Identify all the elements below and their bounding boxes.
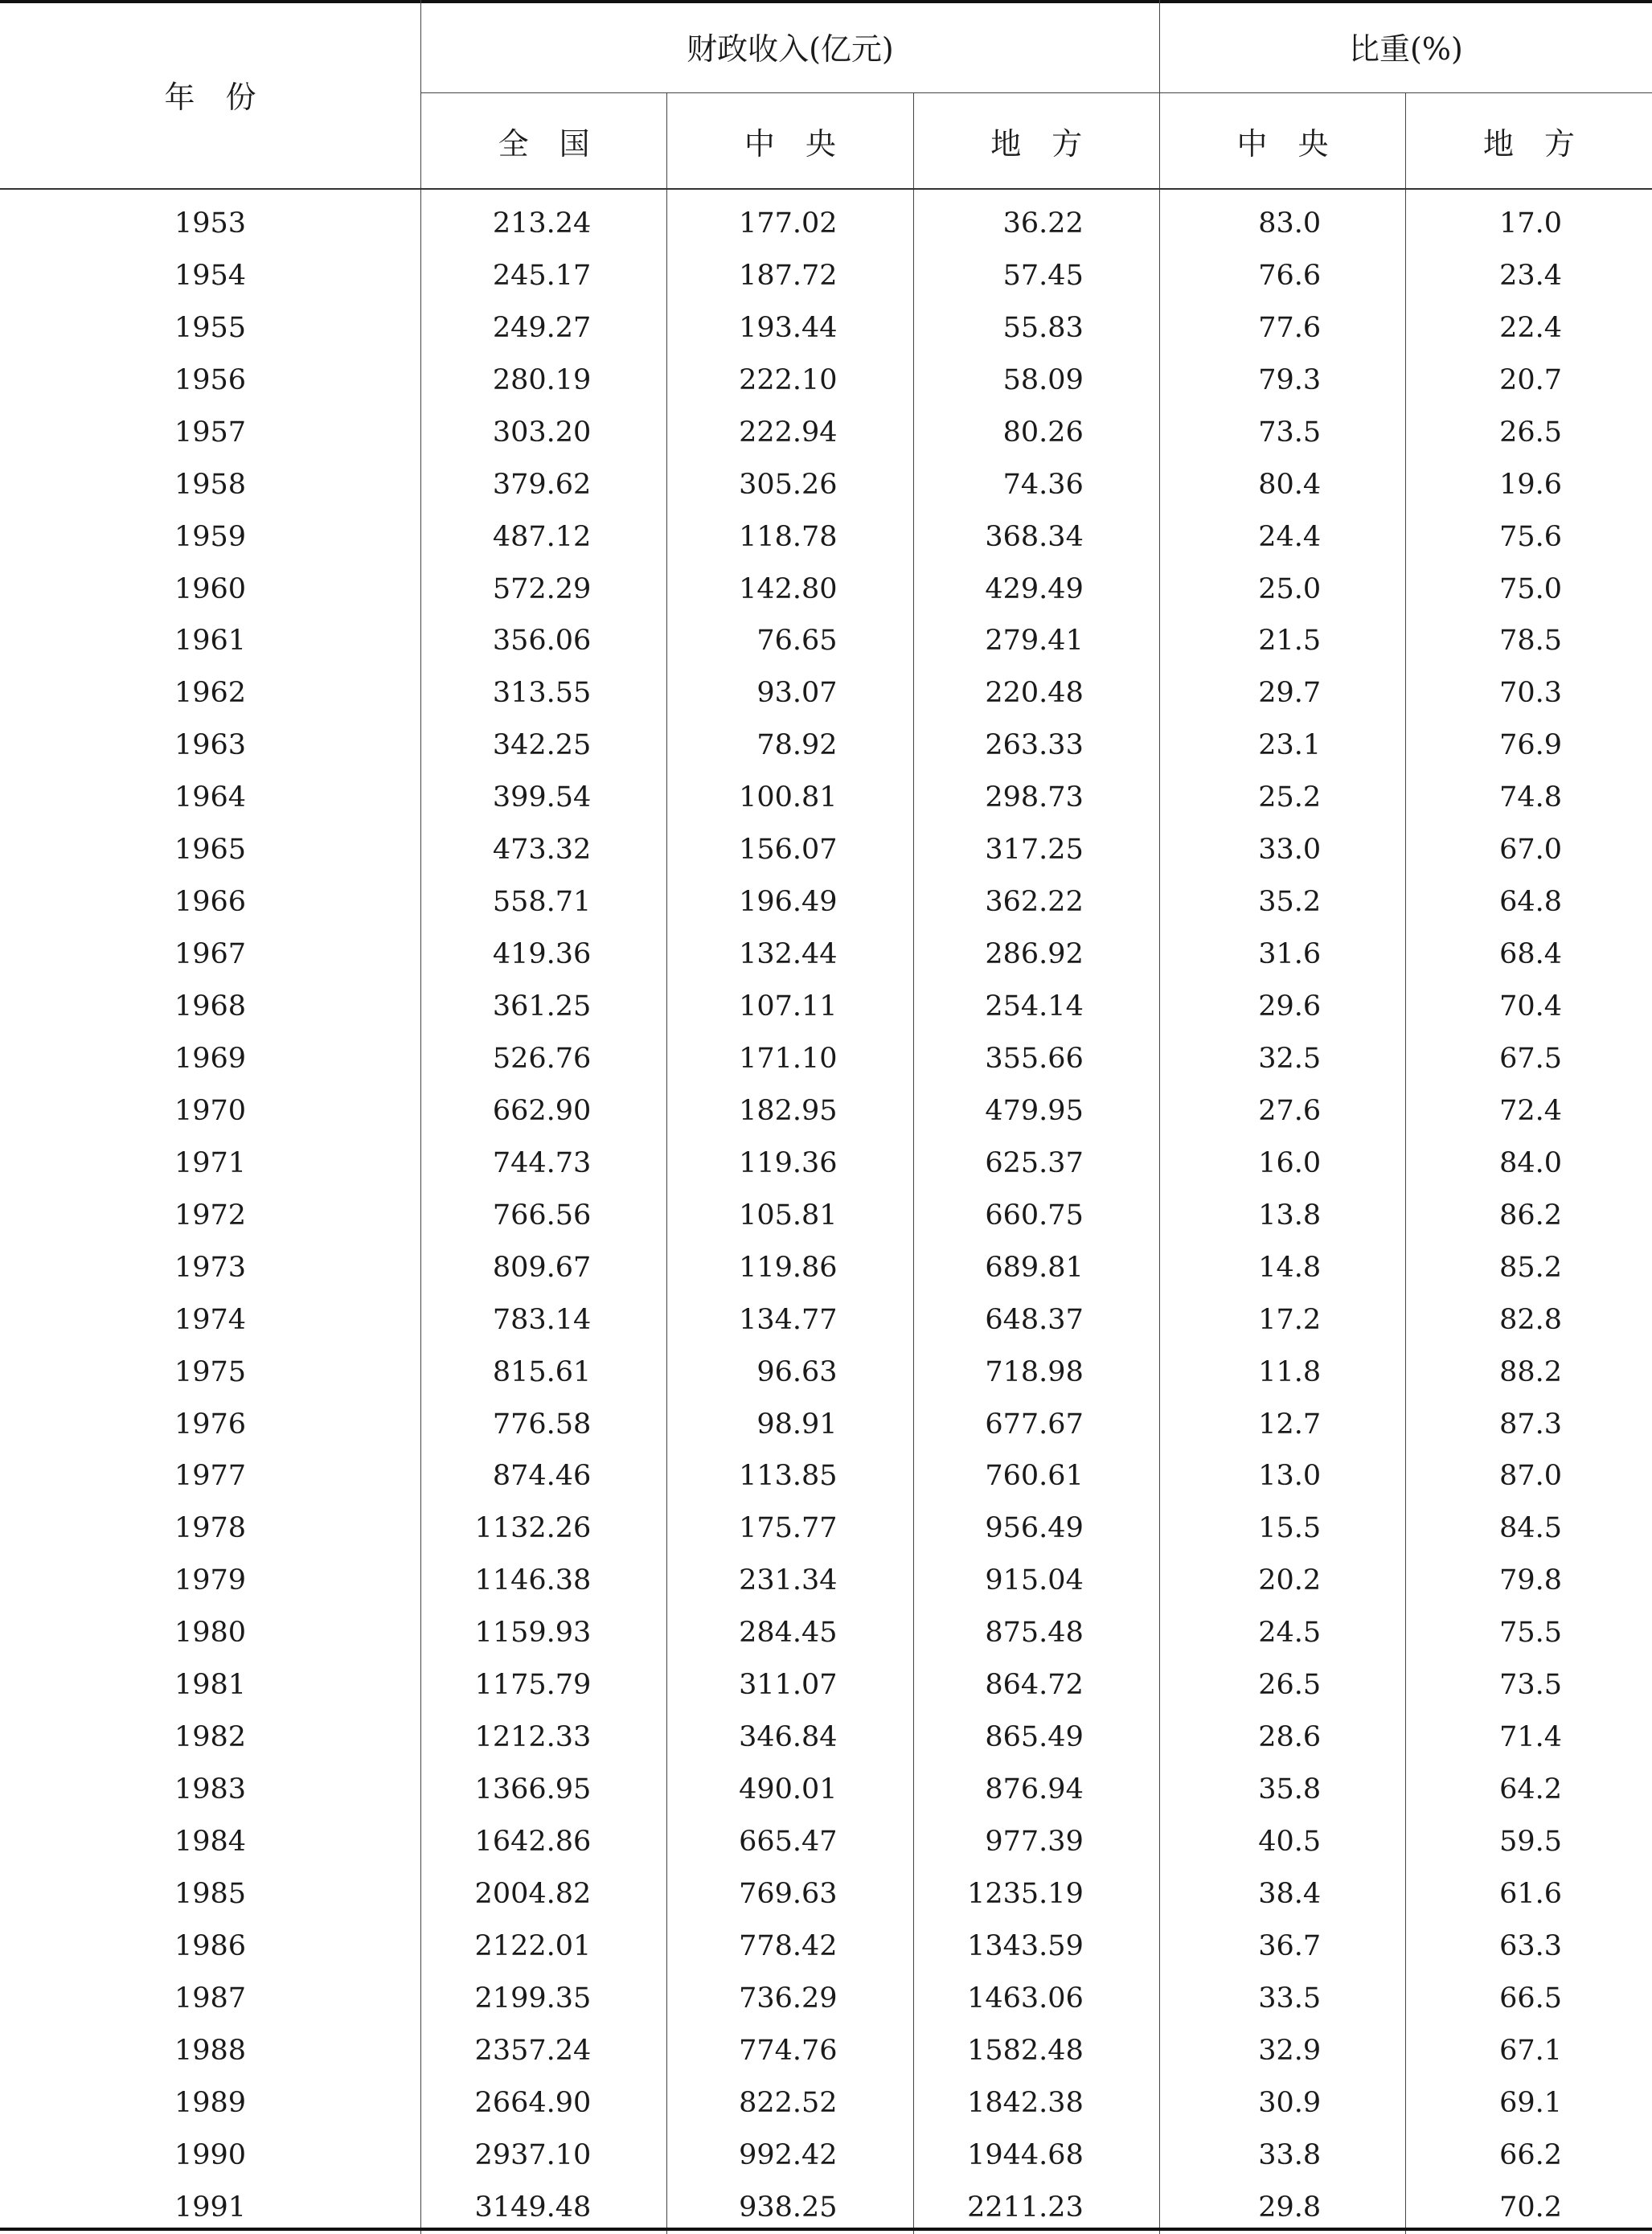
national-revenue-cell: 2664.90 [421,2077,667,2129]
central-revenue-cell: 992.42 [667,2129,913,2182]
table-row [0,1137,1652,1190]
year-cell: 1977 [174,1460,247,1493]
year-cell: 1968 [174,990,247,1023]
central-share-cell: 76.6 [1159,250,1405,302]
national-revenue-cell: 1642.86 [421,1816,667,1868]
table-row [0,876,1652,928]
central-share-cell: 35.2 [1159,876,1405,928]
central-revenue-cell: 938.25 [667,2182,913,2234]
central-share-cell: 24.5 [1159,1607,1405,1659]
central-share-cell: 35.8 [1159,1764,1405,1816]
central-share-cell: 32.5 [1159,1033,1405,1085]
table-row [0,1973,1652,2025]
national-revenue-cell: 249.27 [421,302,667,355]
central-revenue-cell: 822.52 [667,2077,913,2129]
local-share-cell: 20.7 [1406,355,1652,407]
local-share-cell: 64.8 [1406,876,1652,928]
table-row [0,2182,1652,2234]
national-revenue-cell: 815.61 [421,1347,667,1399]
local-share-cell: 72.4 [1406,1085,1652,1137]
central-share-cell: 29.7 [1159,667,1405,719]
central-share-cell: 13.0 [1159,1451,1405,1503]
national-revenue-cell: 2199.35 [421,1973,667,2025]
year-cell: 1967 [174,938,247,971]
national-revenue-cell: 399.54 [421,772,667,824]
table-row [0,2077,1652,2129]
year-cell: 1991 [174,2191,247,2224]
central-revenue-cell: 284.45 [667,1607,913,1659]
central-revenue-cell: 98.91 [667,1399,913,1451]
local-share-cell: 73.5 [1406,1659,1652,1711]
central-revenue-cell: 177.02 [667,189,913,250]
table-row [0,1347,1652,1399]
local-share-cell: 67.0 [1406,824,1652,876]
central-share-cell: 31.6 [1159,928,1405,981]
year-cell: 1963 [174,729,247,762]
table-row [0,772,1652,824]
local-revenue-cell: 689.81 [913,1242,1159,1294]
local-share-cell: 23.4 [1406,250,1652,302]
national-revenue-cell: 487.12 [421,511,667,564]
table-row [0,1451,1652,1503]
table-row [0,824,1652,876]
central-share-cell: 27.6 [1159,1085,1405,1137]
local-revenue-cell: 57.45 [913,250,1159,302]
local-revenue-cell: 677.67 [913,1399,1159,1451]
year-cell: 1976 [174,1408,247,1441]
central-revenue-cell: 171.10 [667,1033,913,1085]
local-revenue-cell: 362.22 [913,876,1159,928]
local-revenue-cell: 36.22 [913,189,1159,250]
local-share-cell: 59.5 [1406,1816,1652,1868]
central-revenue-cell: 346.84 [667,1711,913,1764]
table-body [0,189,1652,2234]
year-cell: 1981 [174,1669,247,1702]
local-revenue-cell: 1235.19 [913,1868,1159,1920]
year-cell: 1962 [174,677,247,710]
table-row [0,1607,1652,1659]
local-share-cell: 88.2 [1406,1347,1652,1399]
local-share-column-header: 地 方 [1406,93,1652,190]
table-row [0,1399,1652,1451]
local-share-cell: 66.5 [1406,1973,1652,2025]
central-share-cell: 32.9 [1159,2025,1405,2077]
national-revenue-cell: 1132.26 [421,1502,667,1555]
central-revenue-cell: 187.72 [667,250,913,302]
local-revenue-cell: 286.92 [913,928,1159,981]
table-row [0,981,1652,1033]
central-revenue-cell: 156.07 [667,824,913,876]
year-cell: 1961 [174,625,247,658]
local-revenue-cell: 74.36 [913,459,1159,511]
national-revenue-cell: 313.55 [421,667,667,719]
central-share-column-header: 中 央 [1159,93,1405,190]
central-revenue-cell: 231.34 [667,1555,913,1607]
national-revenue-cell: 526.76 [421,1033,667,1085]
central-revenue-cell: 665.47 [667,1816,913,1868]
year-cell: 1955 [174,311,247,344]
local-revenue-cell: 2211.23 [913,2182,1159,2234]
national-revenue-cell: 3149.48 [421,2182,667,2234]
central-revenue-cell: 778.42 [667,1920,913,1973]
local-share-cell: 74.8 [1406,772,1652,824]
central-share-cell: 30.9 [1159,2077,1405,2129]
share-group-header: 比重(%) [1159,0,1652,93]
local-share-cell: 68.4 [1406,928,1652,981]
table-row [0,1502,1652,1555]
national-revenue-cell: 1146.38 [421,1555,667,1607]
local-share-cell: 79.8 [1406,1555,1652,1607]
local-revenue-cell: 625.37 [913,1137,1159,1190]
table-header [0,0,1652,189]
local-share-cell: 70.2 [1406,2182,1652,2234]
table-row [0,1920,1652,1973]
local-share-cell: 67.5 [1406,1033,1652,1085]
local-column-header: 地 方 [913,93,1159,190]
central-revenue-cell: 113.85 [667,1451,913,1503]
central-revenue-cell: 196.49 [667,876,913,928]
table-row [0,1033,1652,1085]
table-row [0,1242,1652,1294]
national-revenue-cell: 1366.95 [421,1764,667,1816]
national-revenue-cell: 303.20 [421,407,667,459]
table-row [0,2025,1652,2077]
year-cell: 1973 [174,1251,247,1284]
year-cell: 1989 [174,2086,247,2119]
central-share-cell: 11.8 [1159,1347,1405,1399]
local-revenue-cell: 875.48 [913,1607,1159,1659]
local-share-cell: 76.9 [1406,719,1652,772]
local-share-cell: 69.1 [1406,2077,1652,2129]
national-revenue-cell: 473.32 [421,824,667,876]
central-revenue-cell: 305.26 [667,459,913,511]
national-revenue-cell: 342.25 [421,719,667,772]
central-share-cell: 25.0 [1159,564,1405,616]
central-revenue-cell: 100.81 [667,772,913,824]
year-cell: 1956 [174,363,247,396]
central-revenue-cell: 769.63 [667,1868,913,1920]
national-revenue-cell: 419.36 [421,928,667,981]
central-revenue-cell: 105.81 [667,1190,913,1242]
national-revenue-cell: 1212.33 [421,1711,667,1764]
local-revenue-cell: 760.61 [913,1451,1159,1503]
local-revenue-cell: 263.33 [913,719,1159,772]
local-share-cell: 70.3 [1406,667,1652,719]
local-revenue-cell: 977.39 [913,1816,1159,1868]
local-share-cell: 82.8 [1406,1294,1652,1347]
national-revenue-cell: 1175.79 [421,1659,667,1711]
local-share-cell: 70.4 [1406,981,1652,1033]
table-row [0,1764,1652,1816]
central-revenue-cell: 222.94 [667,407,913,459]
local-revenue-cell: 876.94 [913,1764,1159,1816]
central-revenue-cell: 736.29 [667,1973,913,2025]
year-cell: 1984 [174,1826,247,1859]
table-row [0,1555,1652,1607]
table-row [0,459,1652,511]
national-revenue-cell: 361.25 [421,981,667,1033]
local-share-cell: 85.2 [1406,1242,1652,1294]
year-cell: 1971 [174,1146,247,1179]
year-cell: 1987 [174,1982,247,2015]
central-share-cell: 29.8 [1159,2182,1405,2234]
year-cell: 1959 [174,520,247,553]
local-share-cell: 19.6 [1406,459,1652,511]
national-revenue-cell: 356.06 [421,616,667,668]
table-row [0,355,1652,407]
central-share-cell: 33.5 [1159,1973,1405,2025]
central-revenue-cell: 119.86 [667,1242,913,1294]
local-share-cell: 84.5 [1406,1502,1652,1555]
national-revenue-cell: 213.24 [421,189,667,250]
central-share-cell: 33.8 [1159,2129,1405,2182]
local-share-cell: 75.0 [1406,564,1652,616]
local-share-cell: 64.2 [1406,1764,1652,1816]
year-cell: 1966 [174,886,247,919]
national-revenue-cell: 2122.01 [421,1920,667,1973]
local-revenue-cell: 479.95 [913,1085,1159,1137]
year-cell: 1957 [174,416,247,449]
table-row [0,928,1652,981]
local-share-cell: 84.0 [1406,1137,1652,1190]
local-revenue-cell: 80.26 [913,407,1159,459]
central-revenue-cell: 107.11 [667,981,913,1033]
local-revenue-cell: 1582.48 [913,2025,1159,2077]
local-revenue-cell: 660.75 [913,1190,1159,1242]
local-revenue-cell: 865.49 [913,1711,1159,1764]
central-revenue-cell: 142.80 [667,564,913,616]
central-share-cell: 29.6 [1159,981,1405,1033]
year-cell: 1972 [174,1199,247,1232]
central-revenue-cell: 76.65 [667,616,913,668]
year-cell: 1974 [174,1303,247,1336]
local-revenue-cell: 1842.38 [913,2077,1159,2129]
national-revenue-cell: 809.67 [421,1242,667,1294]
central-share-cell: 24.4 [1159,511,1405,564]
table-row [0,719,1652,772]
year-cell: 1980 [174,1617,247,1650]
year-cell: 1964 [174,781,247,814]
year-cell: 1958 [174,468,247,501]
local-revenue-cell: 1463.06 [913,1973,1159,2025]
central-share-cell: 20.2 [1159,1555,1405,1607]
local-revenue-cell: 915.04 [913,1555,1159,1607]
local-share-cell: 17.0 [1406,189,1652,250]
local-revenue-cell: 864.72 [913,1659,1159,1711]
table-row [0,302,1652,355]
year-cell: 1985 [174,1877,247,1910]
central-column-header: 中 央 [667,93,913,190]
table-row [0,1294,1652,1347]
central-revenue-cell: 93.07 [667,667,913,719]
year-cell: 1986 [174,1929,247,1962]
local-revenue-cell: 254.14 [913,981,1159,1033]
central-revenue-cell: 774.76 [667,2025,913,2077]
table-row [0,2129,1652,2182]
central-share-cell: 21.5 [1159,616,1405,668]
table-row [0,250,1652,302]
central-revenue-cell: 78.92 [667,719,913,772]
local-share-cell: 87.3 [1406,1399,1652,1451]
local-share-cell: 87.0 [1406,1451,1652,1503]
local-share-cell: 67.1 [1406,2025,1652,2077]
local-revenue-cell: 429.49 [913,564,1159,616]
national-revenue-cell: 572.29 [421,564,667,616]
year-cell: 1990 [174,2138,247,2171]
central-share-cell: 33.0 [1159,824,1405,876]
central-revenue-cell: 311.07 [667,1659,913,1711]
central-share-cell: 17.2 [1159,1294,1405,1347]
local-revenue-cell: 1944.68 [913,2129,1159,2182]
national-revenue-cell: 1159.93 [421,1607,667,1659]
central-share-cell: 40.5 [1159,1816,1405,1868]
central-share-cell: 25.2 [1159,772,1405,824]
national-revenue-cell: 874.46 [421,1451,667,1503]
year-cell: 1983 [174,1773,247,1806]
central-revenue-cell: 222.10 [667,355,913,407]
year-cell: 1975 [174,1355,247,1388]
revenue-group-header: 财政收入(亿元) [421,0,1160,93]
central-share-cell: 28.6 [1159,1711,1405,1764]
local-share-cell: 66.2 [1406,2129,1652,2182]
national-revenue-cell: 245.17 [421,250,667,302]
local-revenue-cell: 298.73 [913,772,1159,824]
central-share-cell: 79.3 [1159,355,1405,407]
central-revenue-cell: 118.78 [667,511,913,564]
central-share-cell: 77.6 [1159,302,1405,355]
national-revenue-cell: 280.19 [421,355,667,407]
table-row [0,667,1652,719]
central-share-cell: 12.7 [1159,1399,1405,1451]
national-revenue-cell: 744.73 [421,1137,667,1190]
central-revenue-cell: 193.44 [667,302,913,355]
local-share-cell: 63.3 [1406,1920,1652,1973]
national-revenue-cell: 558.71 [421,876,667,928]
national-revenue-cell: 783.14 [421,1294,667,1347]
table-row [0,407,1652,459]
central-share-cell: 83.0 [1159,189,1405,250]
table-row [0,1711,1652,1764]
year-cell: 1969 [174,1042,247,1075]
year-cell: 1960 [174,572,247,605]
year-cell: 1970 [174,1094,247,1127]
national-revenue-cell: 766.56 [421,1190,667,1242]
national-revenue-cell: 2357.24 [421,2025,667,2077]
central-share-cell: 80.4 [1159,459,1405,511]
local-share-cell: 78.5 [1406,616,1652,668]
local-revenue-cell: 718.98 [913,1347,1159,1399]
table-row [0,1085,1652,1137]
central-share-cell: 23.1 [1159,719,1405,772]
local-share-cell: 75.5 [1406,1607,1652,1659]
central-share-cell: 36.7 [1159,1920,1405,1973]
local-revenue-cell: 220.48 [913,667,1159,719]
central-revenue-cell: 490.01 [667,1764,913,1816]
year-cell: 1988 [174,2034,247,2067]
local-share-cell: 61.6 [1406,1868,1652,1920]
central-share-cell: 26.5 [1159,1659,1405,1711]
local-revenue-cell: 58.09 [913,355,1159,407]
table-row [0,511,1652,564]
central-share-cell: 73.5 [1159,407,1405,459]
year-column-header: 年 份 [0,0,421,189]
table-row [0,1868,1652,1920]
central-revenue-cell: 96.63 [667,1347,913,1399]
national-revenue-cell: 2004.82 [421,1868,667,1920]
national-revenue-cell: 776.58 [421,1399,667,1451]
central-share-cell: 38.4 [1159,1868,1405,1920]
table-row [0,1816,1652,1868]
table-row [0,1190,1652,1242]
year-cell: 1954 [174,259,247,292]
central-revenue-cell: 175.77 [667,1502,913,1555]
local-share-cell: 26.5 [1406,407,1652,459]
national-revenue-cell: 662.90 [421,1085,667,1137]
local-revenue-cell: 317.25 [913,824,1159,876]
central-revenue-cell: 119.36 [667,1137,913,1190]
year-cell: 1979 [174,1564,247,1597]
local-revenue-cell: 648.37 [913,1294,1159,1347]
local-revenue-cell: 956.49 [913,1502,1159,1555]
national-revenue-cell: 2937.10 [421,2129,667,2182]
local-revenue-cell: 355.66 [913,1033,1159,1085]
year-cell: 1953 [174,207,247,240]
local-revenue-cell: 1343.59 [913,1920,1159,1973]
local-revenue-cell: 55.83 [913,302,1159,355]
central-share-cell: 16.0 [1159,1137,1405,1190]
table-row [0,616,1652,668]
local-share-cell: 86.2 [1406,1190,1652,1242]
table-row [0,1659,1652,1711]
central-revenue-cell: 134.77 [667,1294,913,1347]
national-column-header: 全 国 [421,93,667,190]
central-share-cell: 15.5 [1159,1502,1405,1555]
local-revenue-cell: 279.41 [913,616,1159,668]
local-share-cell: 75.6 [1406,511,1652,564]
central-revenue-cell: 182.95 [667,1085,913,1137]
year-cell: 1978 [174,1512,247,1545]
local-share-cell: 22.4 [1406,302,1652,355]
local-share-cell: 71.4 [1406,1711,1652,1764]
year-cell: 1965 [174,834,247,867]
table-row [0,564,1652,616]
table-bottom-rule [0,2228,1652,2231]
table-row [0,189,1652,250]
central-share-cell: 13.8 [1159,1190,1405,1242]
central-share-cell: 14.8 [1159,1242,1405,1294]
local-revenue-cell: 368.34 [913,511,1159,564]
central-revenue-cell: 132.44 [667,928,913,981]
national-revenue-cell: 379.62 [421,459,667,511]
year-cell: 1982 [174,1721,247,1754]
